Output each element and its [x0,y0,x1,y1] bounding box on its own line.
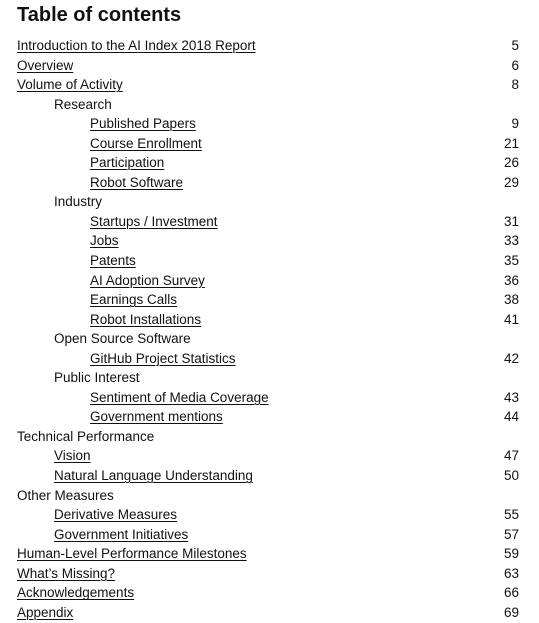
toc-entry[interactable] [0,583,539,603]
toc-entry [0,95,539,115]
toc-entry-link[interactable]: Sentiment of Media Coverage [90,389,269,405]
toc-entry-link[interactable]: Jobs [90,233,119,249]
toc-entry[interactable] [0,173,539,193]
toc-entry[interactable] [0,505,539,525]
toc-page-number: 6 [511,57,519,73]
toc-entry-link[interactable]: Volume of Activity [17,77,123,93]
toc-entry[interactable] [0,407,539,427]
toc-entry [0,329,539,349]
toc-entry-link[interactable]: Published Papers [90,116,196,132]
toc-entry-link[interactable]: Human-Level Performance Milestones [17,546,247,562]
toc-entry-link[interactable]: Acknowledgements [17,585,135,601]
toc-entry-link[interactable]: Overview [17,57,74,73]
toc-entry-link[interactable]: Vision [54,448,91,464]
toc-page-number: 50 [503,468,519,484]
toc-entry[interactable] [0,271,539,291]
toc-page-number: 63 [503,565,519,581]
toc-page-number: 43 [503,389,519,405]
toc-entry[interactable] [0,446,539,466]
toc-entry[interactable] [0,153,539,173]
toc-page-number: 33 [503,233,519,249]
toc-page-number: 36 [503,272,519,288]
toc-entry [0,427,539,447]
toc-entry[interactable] [0,251,539,271]
toc-entry[interactable] [0,231,539,251]
toc-page-number: 29 [503,174,519,190]
toc-page-number: 38 [503,292,519,308]
toc-entry-link[interactable]: Patents [90,253,136,269]
toc-entry[interactable] [0,114,539,134]
toc-page-number: 8 [511,77,519,93]
table-of-contents [0,36,539,622]
toc-entry[interactable] [0,564,539,584]
toc-entry[interactable] [0,525,539,545]
toc-section-heading: Public Interest [54,370,140,386]
toc-entry-link[interactable]: Appendix [17,604,74,620]
toc-entry[interactable] [0,310,539,330]
toc-entry[interactable] [0,75,539,95]
toc-entry-link[interactable]: Government mentions [90,409,223,425]
toc-entry[interactable] [0,56,539,76]
toc-section-heading: Industry [54,194,103,210]
toc-entry-link[interactable]: Derivative Measures [54,507,178,523]
toc-entry-link[interactable]: Introduction to the AI Index 2018 Report [17,38,256,53]
toc-page-number: 9 [511,116,519,132]
toc-entry[interactable] [0,544,539,564]
toc-page-number: 57 [503,526,519,542]
toc-entry-link[interactable]: AI Adoption Survey [90,272,205,288]
toc-page-number: 66 [503,585,519,601]
toc-section-heading: Research [54,96,112,112]
toc-page-number: 31 [503,213,519,229]
toc-entry-link[interactable]: Government Initiatives [54,526,189,542]
toc-entry [0,486,539,506]
toc-entry[interactable] [0,290,539,310]
toc-page-number: 21 [503,135,519,151]
toc-entry[interactable] [0,134,539,154]
toc-page-number: 47 [503,448,519,464]
toc-entry[interactable] [0,349,539,369]
toc-entry [0,368,539,388]
page-title: Table of contents [17,4,182,26]
toc-page-number: 42 [503,350,519,366]
toc-entry-link[interactable]: Robot Software [90,174,184,190]
toc-entry[interactable] [0,36,539,56]
toc-page-number: 55 [503,507,519,523]
toc-page-number: 35 [503,253,519,269]
toc-page-number: 59 [503,546,519,562]
toc-section-heading: Other Measures [17,487,114,503]
toc-entry[interactable] [0,466,539,486]
toc-page-number: 26 [503,155,519,171]
toc-page-number: 69 [503,604,519,620]
toc-entry[interactable] [0,388,539,408]
toc-page-number: 41 [503,311,519,327]
toc-entry-link[interactable]: Participation [90,155,165,171]
toc-entry-link[interactable]: Startups / Investment [90,213,218,229]
toc-entry-link[interactable]: Earnings Calls [90,292,178,308]
toc-entry-link[interactable]: What’s Missing? [17,565,116,581]
toc-page-number: 44 [503,409,519,425]
toc-section-heading: Open Source Software [54,331,191,347]
toc-entry-link[interactable]: GitHub Project Statistics [90,350,236,366]
toc-page-number: 5 [511,38,519,53]
toc-entry-link[interactable]: Course Enrollment [90,135,202,151]
toc-entry-link[interactable]: Natural Language Understanding [54,468,253,484]
toc-entry[interactable] [0,603,539,623]
toc-section-heading: Technical Performance [17,428,155,444]
toc-entry-link[interactable]: Robot Installations [90,311,202,327]
toc-entry [0,192,539,212]
toc-entry[interactable] [0,212,539,232]
